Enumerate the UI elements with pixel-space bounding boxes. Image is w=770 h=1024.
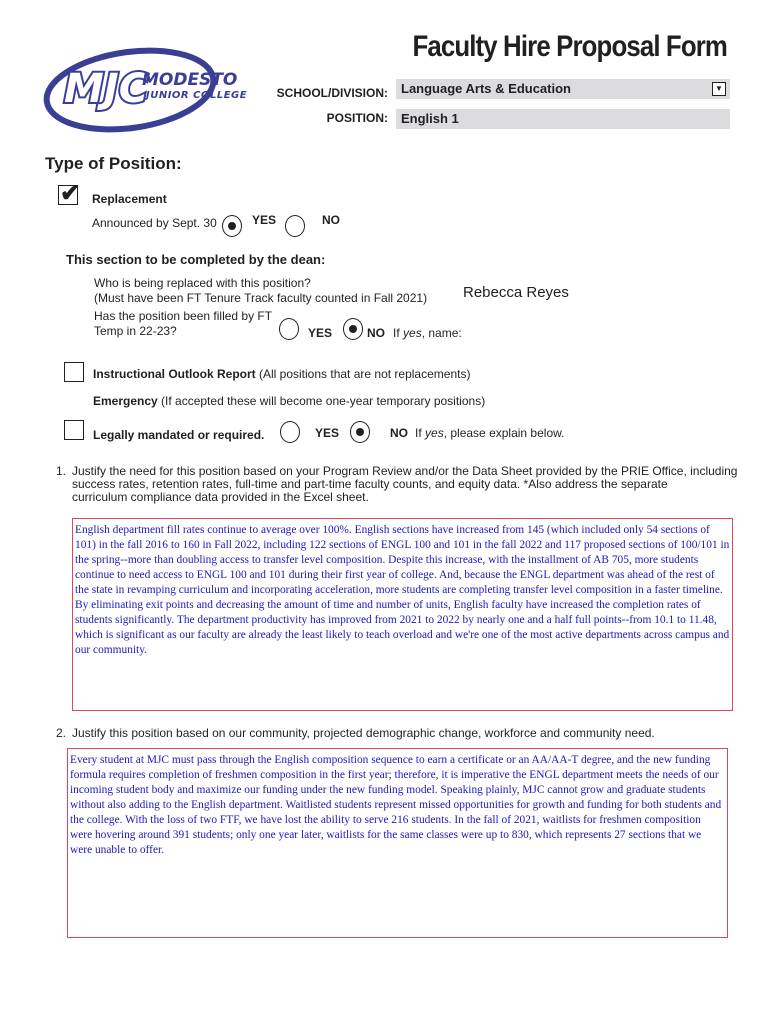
logo-subname: JUNIOR COLLEGE bbox=[146, 90, 248, 101]
legally-mandated-checkbox[interactable] bbox=[64, 420, 84, 440]
filled-yes-radio[interactable] bbox=[279, 318, 299, 340]
question-1-number: 1. bbox=[56, 464, 67, 478]
replaced-name-field[interactable]: Rebecca Reyes bbox=[463, 284, 569, 301]
instructional-outlook-rest: (All positions that are not replacements) bbox=[255, 367, 471, 381]
position-input[interactable]: English 1 bbox=[396, 109, 730, 129]
replacement-label: Replacement bbox=[92, 192, 167, 206]
announced-label: Announced by Sept. 30 bbox=[92, 216, 217, 230]
question-1-line3: curriculum compliance data provided in the Excel sheet. bbox=[72, 490, 369, 504]
announced-no-label: NO bbox=[322, 213, 340, 227]
type-of-position-heading: Type of Position: bbox=[45, 154, 182, 173]
school-division-select[interactable] bbox=[396, 79, 730, 99]
question-1-answer-textarea[interactable]: English department fill rates continue to average over 100%. English sections have increased from 145 (which included only 54 sections of 101) in the fall 2016 to 160 in Fall 2022, including 122 sections of ENGL 100 and 101 in the fall 2022 and 117 proposed sections of 100/101 in the spring--more than doubling access to transfer level composition. Despite this increase, with the installment of AB 705, more students continue to need access to ENGL 100 and 101 during their first year of college. And, because the ENGL department was ahead of the rest of the state in revamping curriculum and incorporating acceleration, more students are completing transfer level composition in a faster timeline. By eliminating exit points and decreasing the amount of time and number of units, English faculty have increased the completion rates of students significantly. The department productivity has improved from 2021 to 2022 by nearly one and a half full points--from 10.1 to 11.48, which is significant as our faculty are already the least likely to teach overload and we're one of the most active departments across campus and our community. bbox=[72, 518, 733, 711]
legal-yes-label: YES bbox=[315, 426, 340, 440]
legal-if-italic: yes bbox=[425, 426, 444, 440]
question-1-line2: success rates, retention rates, full-time and part-time faculty counts, and equity data. *Also address the separate bbox=[72, 477, 668, 491]
filled-if-yes-name bbox=[393, 326, 462, 340]
logo-initials: MJC bbox=[64, 66, 149, 112]
instructional-outlook-label bbox=[93, 367, 470, 381]
filled-question-line2: Temp in 22-23? bbox=[94, 324, 177, 338]
announced-yes-radio[interactable] bbox=[222, 215, 242, 237]
legal-if-suffix: , please explain below. bbox=[443, 426, 565, 440]
emergency-bold: Emergency bbox=[93, 394, 158, 408]
checkmark-icon: ✔ bbox=[60, 180, 81, 207]
form-title: Faculty Hire Proposal Form bbox=[412, 30, 727, 63]
dean-section-heading: This section to be completed by the dean: bbox=[66, 252, 326, 267]
filled-question-line1: Has the position been filled by FT bbox=[94, 309, 273, 323]
legal-no-label: NO bbox=[390, 426, 408, 440]
legal-if-yes-explain bbox=[415, 426, 564, 440]
dropdown-arrow-icon[interactable]: ▼ bbox=[712, 82, 726, 96]
if-yes-suffix: , name: bbox=[421, 326, 462, 340]
question-2-number: 2. bbox=[56, 726, 67, 740]
emergency-label bbox=[93, 394, 485, 408]
replaced-question-line1: Who is being replaced with this position? bbox=[94, 276, 311, 290]
instructional-outlook-checkbox[interactable] bbox=[64, 362, 84, 382]
instructional-outlook-bold: Instructional Outlook Report bbox=[93, 367, 256, 381]
legal-yes-radio[interactable] bbox=[280, 421, 300, 443]
emergency-rest: (If accepted these will become one-year temporary positions) bbox=[157, 394, 486, 408]
replacement-checkbox[interactable] bbox=[58, 180, 81, 207]
announced-yes-label: YES bbox=[252, 213, 277, 227]
if-yes-prefix: If bbox=[393, 326, 404, 340]
legal-no-radio[interactable] bbox=[350, 421, 370, 443]
position-label: POSITION: bbox=[326, 111, 388, 125]
legally-mandated-label: Legally mandated or required. bbox=[93, 428, 265, 442]
question-2-answer-textarea[interactable]: Every student at MJC must pass through the English composition sequence to earn a certificate or an AA/AA-T degree, and the new funding formula requires completion of freshmen composition in the first year; therefore, it is imperative the ENGL department meets the needs of our incoming student body and maximize our funding under the new funding model. Speaking plainly, MJC cannot grow and graduate students without also adding to the English department. Waitlisted students represent missed opportunities for growth and funding for both students and the college. With the loss of two FTF, we have lost the ability to serve 216 students. In the fall of 2021, waitlists for freshmen composition were hovering around 391 students; only one year later, waitlists for the same classes were up to 830, which represents 27 sections that we were unable to offer. bbox=[67, 748, 728, 938]
logo-name: MODESTO bbox=[142, 70, 238, 90]
filled-no-label: NO bbox=[367, 326, 385, 340]
announced-no-radio[interactable] bbox=[285, 215, 305, 237]
school-division-label: SCHOOL/DIVISION: bbox=[276, 86, 388, 100]
question-1-line1: Justify the need for this position based on your Program Review and/or the Data Sheet provided by the PRIE Office, including bbox=[72, 464, 738, 478]
legal-if-prefix: If bbox=[415, 426, 426, 440]
question-2-line1: Justify this position based on our community, projected demographic change, workforce and community need. bbox=[72, 726, 655, 740]
replaced-question-line2: (Must have been FT Tenure Track faculty counted in Fall 2021) bbox=[94, 291, 428, 305]
filled-yes-label: YES bbox=[308, 326, 333, 340]
school-division-value: Language Arts & Education bbox=[401, 81, 571, 96]
if-yes-italic: yes bbox=[403, 326, 422, 340]
filled-no-radio[interactable] bbox=[343, 318, 363, 340]
